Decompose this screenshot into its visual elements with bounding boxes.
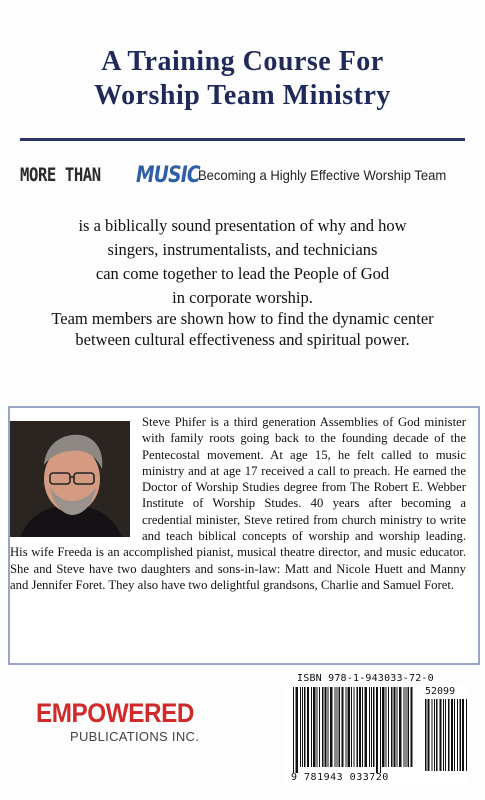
barcode-bar: [325, 687, 327, 767]
barcode-bar: [369, 687, 370, 767]
title-divider: [20, 138, 465, 141]
barcode-bar: [307, 687, 309, 767]
barcode-bar: [445, 699, 446, 771]
barcode-bar: [451, 699, 453, 771]
barcode-bar: [428, 699, 430, 771]
barcode-bar: [311, 687, 312, 767]
barcode-bar: [434, 699, 435, 771]
barcode-bar: [351, 687, 352, 767]
sound-wave-graphic: [125, 362, 360, 408]
blurb-line: between cultural effectiveness and spiritual power.: [75, 330, 410, 349]
barcode-bar: [466, 699, 467, 771]
blurb-line: singers, instrumentalists, and technicians: [107, 240, 378, 259]
barcode-bar: [300, 687, 301, 767]
barcode-bar: [322, 687, 324, 767]
barcode-bar: [330, 687, 333, 767]
publisher-logo-name: EMPOWERED: [36, 698, 194, 728]
barcode-bar: [293, 687, 294, 773]
barcode-bar: [460, 699, 462, 771]
barcode-bar: [313, 687, 316, 767]
barcode-bar: [406, 687, 407, 767]
series-subtitle-row: [20, 158, 465, 192]
barcode-bar: [339, 687, 341, 767]
barcode-bar: [376, 687, 378, 773]
author-bio-paragraph: Steve Phifer is a third generation Assemblies of God minister with family roots going back to the founding decade of the Pentecostal movement. At age 15, he felt called to music ministry and at age 17 received a call to preach. He earned the Doctor of Worship Studies degree from The Robert E. Webber Institute of Worship Studes. 40 years after becoming a credential minister, Steve retired from church ministry to write and teach biblical concepts of worship and worship leading. His wife Freeda is an accomplished pianist, musical theatre director, and music educator. She and Steve have two daughters and sons-in-law: Matt and Nicole Huett and Manny and Jennifer Foret. They also have two delightful grandsons, Charlie and Samuel Foret.: [10, 415, 466, 592]
series-music: MUSIC: [136, 162, 200, 188]
barcode-bar: [399, 687, 402, 767]
barcode-bar: [365, 687, 368, 767]
barcode-bar: [335, 687, 336, 767]
barcode-bar: [304, 687, 306, 767]
barcode-bar: [394, 687, 396, 767]
barcode-bar: [359, 687, 361, 767]
barcode-bar: [457, 699, 458, 771]
blurb-line: Team members are shown how to find the dynamic center: [51, 309, 434, 328]
barcode-bar: [408, 687, 410, 767]
barcode-bar: [319, 687, 320, 767]
barcode-bar: [425, 699, 427, 771]
barcode-bar: [388, 687, 389, 767]
barcode-bar: [462, 699, 464, 771]
barcode-bar: [404, 687, 405, 767]
barcode-bar: [362, 687, 363, 767]
barcode-bar: [337, 687, 338, 767]
blurb-line: is a biblically sound presentation of why and how: [78, 216, 407, 235]
barcode-bar: [440, 699, 442, 771]
barcode-bar: [296, 687, 299, 773]
barcode-bar: [397, 687, 398, 767]
barcode-bar: [386, 687, 387, 767]
barcode-bar: [454, 699, 455, 771]
barcode-bar: [411, 687, 413, 767]
publisher-logo-sub: PUBLICATIONS INC.: [70, 729, 200, 744]
barcode-bar: [436, 699, 438, 771]
barcode-bar: [346, 687, 347, 767]
cover-title-line2: Worship Team Ministry: [94, 80, 391, 111]
barcode-bar: [328, 687, 329, 767]
barcode-bar: [357, 687, 359, 767]
blurb-line: can come together to lead the People of God: [95, 264, 390, 283]
book-subtitle: Becoming a Highly Effective Worship Team: [198, 167, 447, 183]
barcode-bar: [317, 687, 318, 767]
barcode-price-code: 52099: [425, 686, 456, 697]
barcode-bar: [354, 687, 355, 767]
barcode-bar: [373, 687, 375, 767]
barcode-bar: [448, 699, 450, 771]
barcode-bar: [342, 687, 344, 767]
barcode-bar: [432, 699, 433, 771]
author-bio-text: [10, 414, 466, 593]
barcode-bar: [380, 687, 381, 773]
series-more-than: MORE THAN: [20, 164, 101, 186]
isbn-label: ISBN 978-1-943033-72-0: [297, 673, 434, 684]
barcode-bar: [348, 687, 351, 767]
barcode-bar: [371, 687, 372, 767]
cover-title-line1: A Training Course For: [101, 46, 384, 77]
barcode-bar: [443, 699, 444, 771]
barcode-bar: [391, 687, 393, 767]
blurb-line: in corporate worship.: [172, 288, 313, 307]
barcode-bar: [382, 687, 385, 767]
barcode-number: 9 781943 033720: [291, 772, 389, 783]
isbn-barcode: [285, 685, 470, 785]
barcode-bar: [302, 687, 303, 767]
